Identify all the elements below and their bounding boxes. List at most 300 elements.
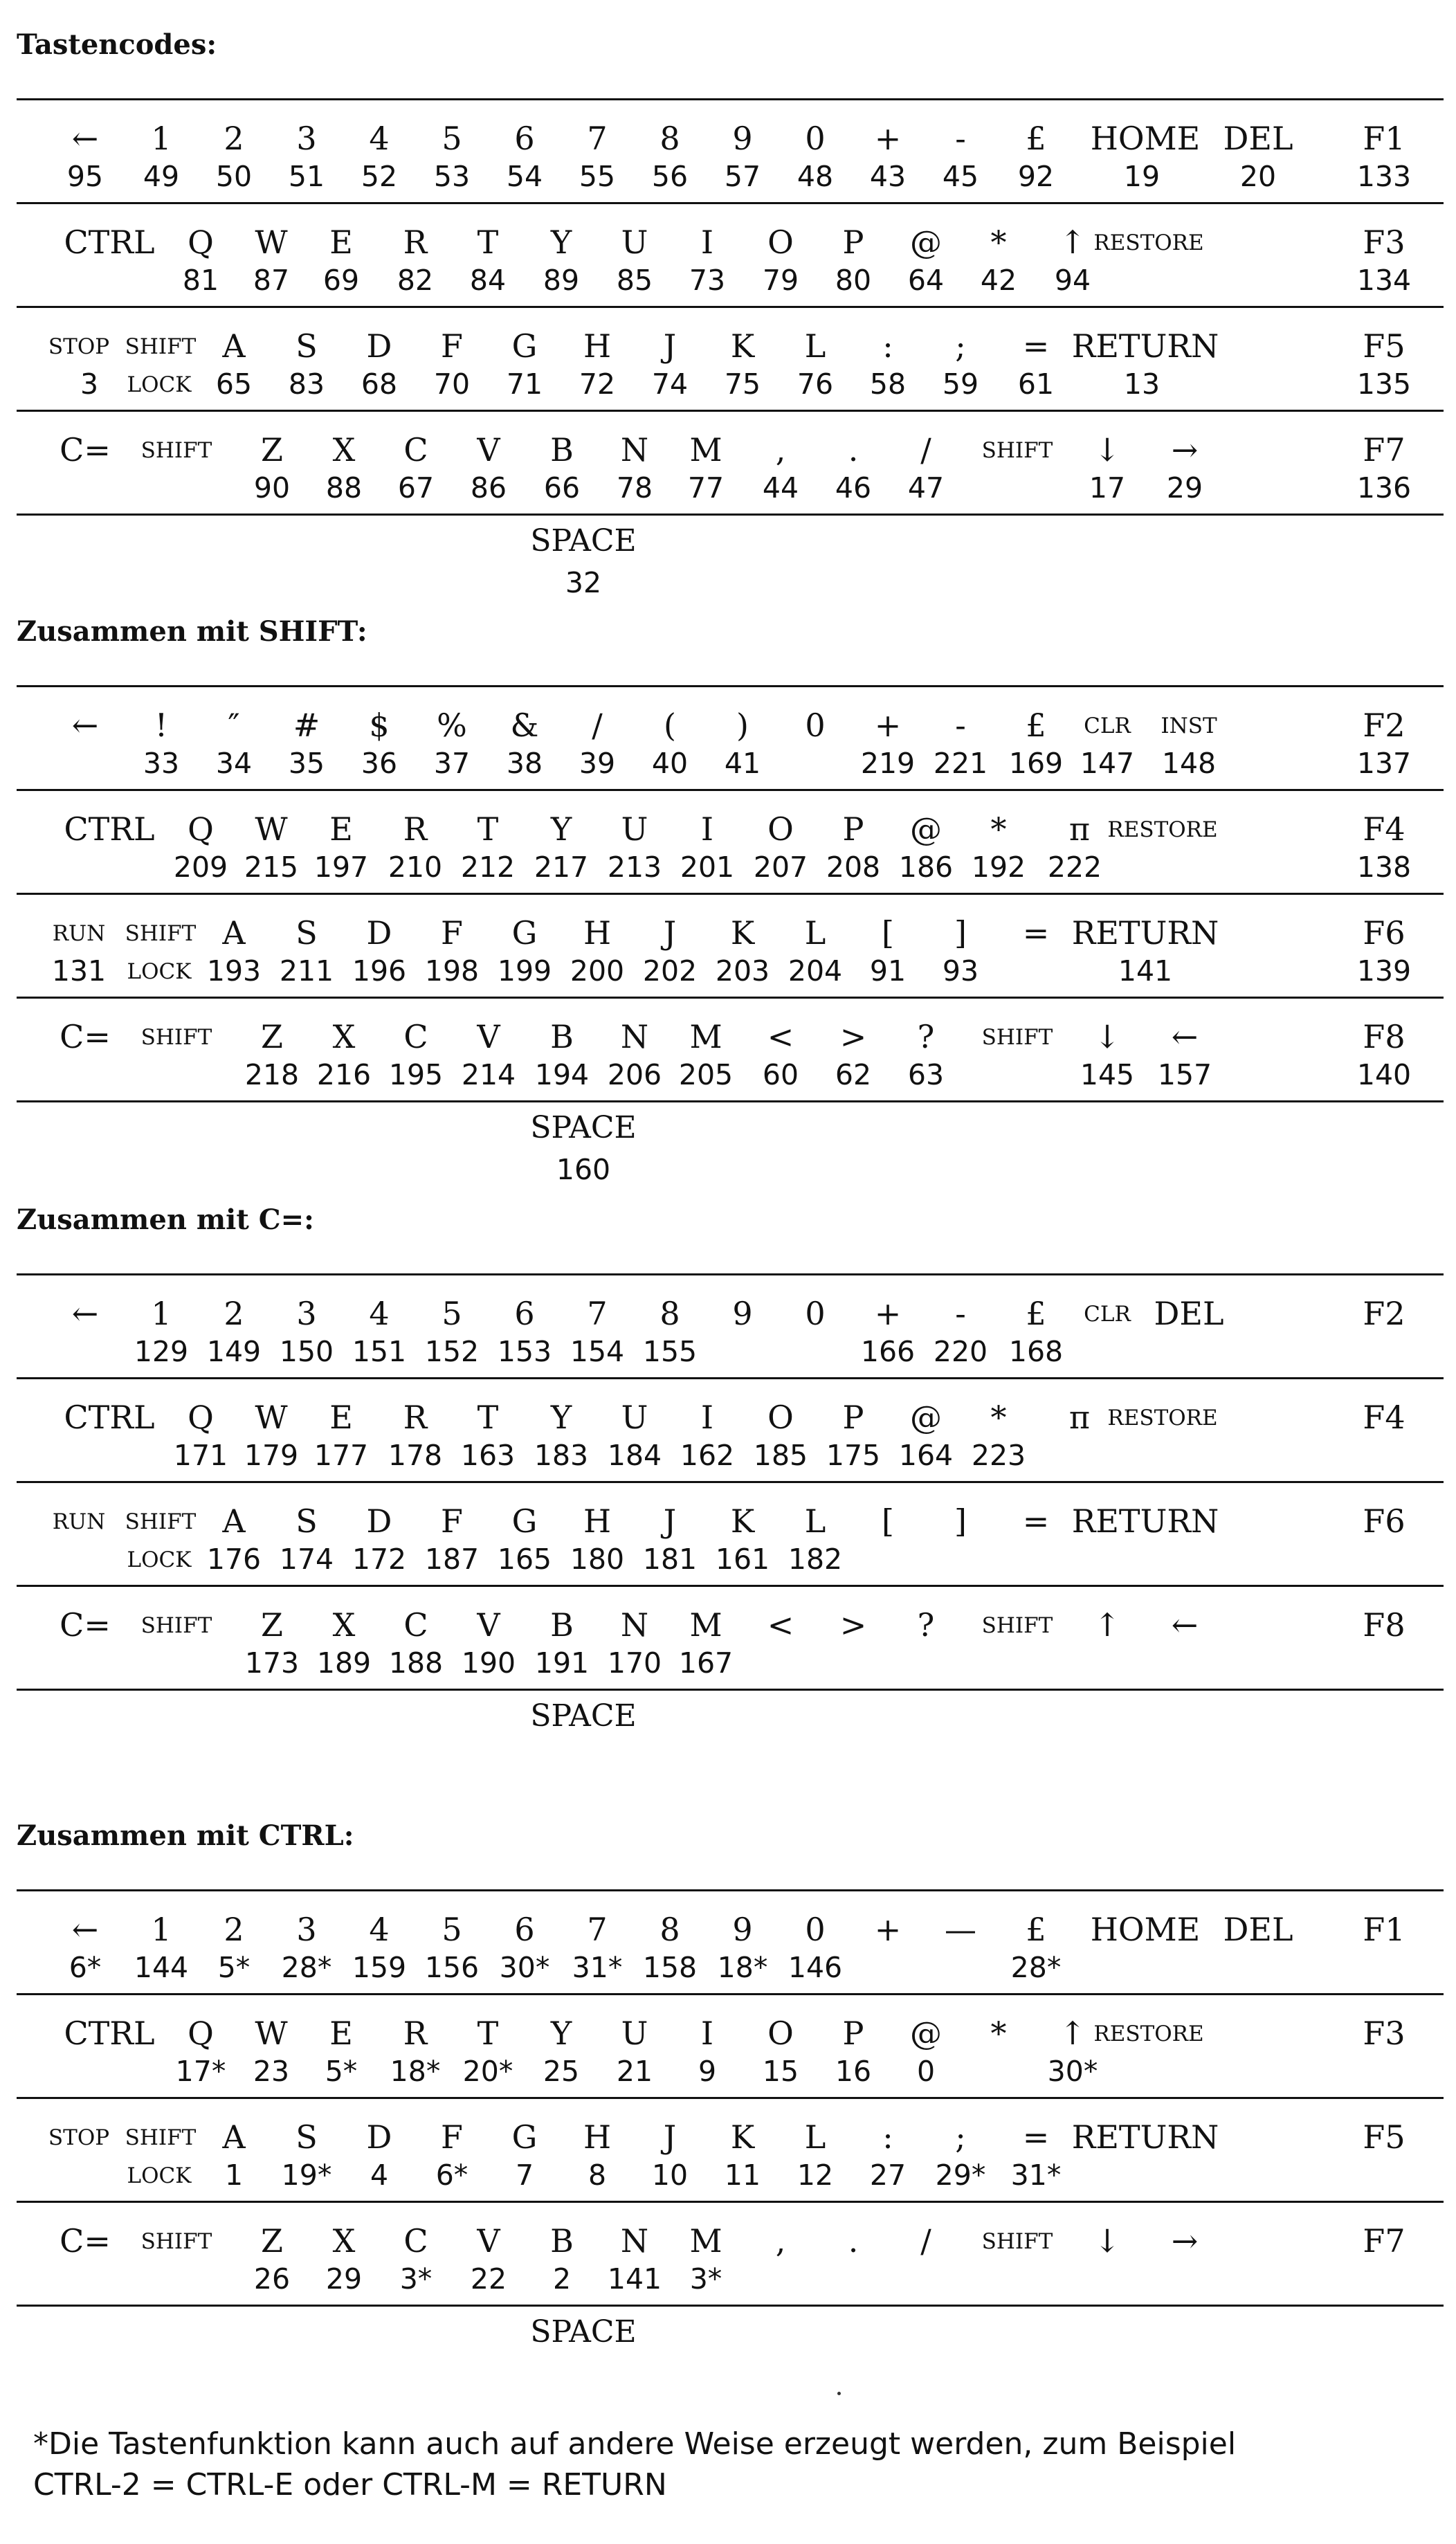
- key-label-5: 5: [442, 120, 462, 157]
- key-label-equals: =: [1022, 914, 1050, 952]
- key-label-i: I: [700, 2015, 714, 2052]
- key-code: 157: [1157, 1058, 1212, 1091]
- key-label-z: Z: [261, 431, 283, 469]
- key-label-lbracket: [: [882, 914, 894, 952]
- key-label-f2: F2: [1363, 1295, 1405, 1332]
- key-label-m: M: [689, 1606, 722, 1644]
- key-code: 165: [497, 1543, 552, 1576]
- key-label-8: 8: [659, 120, 680, 157]
- key-label-run: RUN: [52, 921, 106, 946]
- key-label-2: 2: [224, 1911, 244, 1948]
- key-label-e: E: [329, 2015, 353, 2052]
- key-code: 192: [971, 851, 1026, 884]
- key-code: 210: [388, 851, 443, 884]
- key-label-a: A: [222, 327, 246, 365]
- key-label-v: V: [477, 1606, 500, 1644]
- key-code: 61: [1017, 367, 1055, 401]
- key-code: 200: [570, 954, 625, 988]
- key-code: 181: [642, 1543, 698, 1576]
- key-code: 10: [651, 2159, 689, 2192]
- key-label-equals: =: [1022, 2118, 1050, 2156]
- key-code: 134: [1356, 264, 1412, 297]
- key-code: 150: [279, 1335, 334, 1368]
- key-code: 217: [534, 851, 589, 884]
- key-code: 170: [607, 1646, 662, 1680]
- key-code: 31*: [1010, 2159, 1062, 2192]
- key-label-left-arrow: ←: [1171, 1606, 1199, 1644]
- key-code: 138: [1356, 851, 1412, 884]
- key-label-return: RETURN: [1071, 327, 1219, 365]
- key-code: 29: [1166, 471, 1203, 505]
- key-label-shift: SHIFT: [981, 1613, 1053, 1638]
- key-code: 62: [835, 1058, 872, 1091]
- table-rule: [17, 1100, 1444, 1102]
- key-label-0: 0: [805, 1911, 826, 1948]
- key-label-minus: -: [955, 1295, 966, 1332]
- key-code: 135: [1356, 367, 1412, 401]
- key-code: 223: [971, 1439, 1026, 1472]
- key-label-7: 7: [587, 1911, 608, 1948]
- key-code: 166: [860, 1335, 916, 1368]
- key-label-b: B: [550, 2222, 574, 2260]
- table-rule: [17, 1993, 1444, 1995]
- key-label-1: 1: [151, 120, 172, 157]
- key-code: 49: [143, 160, 180, 193]
- key-code: 18*: [390, 2055, 441, 2088]
- key-code: 15: [762, 2055, 799, 2088]
- key-label-0: 0: [805, 120, 826, 157]
- key-code: 82: [397, 264, 434, 297]
- table-rule: [17, 410, 1444, 412]
- key-label-x: X: [332, 431, 356, 469]
- key-code: 6*: [69, 1951, 102, 1984]
- key-code: 173: [244, 1646, 300, 1680]
- key-label-6: 6: [514, 120, 535, 157]
- key-label-k: K: [730, 327, 755, 365]
- key-label-i: I: [700, 1399, 714, 1436]
- key-code: 164: [898, 1439, 954, 1472]
- key-label-4: 4: [369, 1295, 390, 1332]
- key-label-w: W: [255, 1399, 288, 1436]
- key-label-plus: +: [874, 1295, 902, 1332]
- key-label-h: H: [583, 914, 612, 952]
- key-label-y: Y: [550, 224, 572, 261]
- key-label-shift: SHIFT: [125, 921, 197, 946]
- key-label-commodore: C=: [60, 2222, 111, 2260]
- key-label-home: HOME: [1090, 1911, 1201, 1948]
- key-code: 45: [942, 160, 979, 193]
- key-code: 194: [534, 1058, 590, 1091]
- key-label-6: 6: [514, 1295, 535, 1332]
- key-label-at: @: [910, 1399, 942, 1436]
- key-code: 201: [680, 851, 735, 884]
- key-label-stop: STOP: [48, 2125, 110, 2150]
- key-label-del: DEL: [1154, 1295, 1224, 1332]
- key-code: 193: [206, 954, 262, 988]
- key-label-f7: F7: [1363, 431, 1405, 469]
- key-code: 84: [469, 264, 507, 297]
- key-label-minus: -: [955, 707, 966, 744]
- key-label-semicolon: ;: [955, 327, 966, 365]
- key-label-6: 6: [514, 1911, 535, 1948]
- key-label-3: 3: [296, 1911, 317, 1948]
- key-label-u: U: [621, 224, 648, 261]
- key-code: 94: [1054, 264, 1091, 297]
- key-code: 140: [1356, 1058, 1412, 1091]
- key-label-j: J: [663, 2118, 677, 2156]
- key-code: 148: [1161, 747, 1217, 780]
- key-label-a: A: [222, 1502, 246, 1540]
- key-label-f8: F8: [1363, 1606, 1405, 1644]
- key-code: 5*: [325, 2055, 358, 2088]
- key-label-o: O: [767, 2015, 794, 2052]
- key-label-w: W: [255, 810, 288, 848]
- key-label-w: W: [255, 2015, 288, 2052]
- key-code: 158: [642, 1951, 698, 1984]
- key-label-stop: STOP: [48, 334, 110, 359]
- key-label-g: G: [511, 914, 538, 952]
- key-label-shift: SHIFT: [140, 1613, 212, 1638]
- space-key-label: SPACE: [530, 1110, 637, 1145]
- table-rule: [17, 685, 1444, 687]
- key-label-f: F: [441, 2118, 463, 2156]
- key-code: 76: [797, 367, 834, 401]
- key-label-s: S: [295, 2118, 318, 2156]
- key-label-greater-than: >: [839, 1018, 867, 1055]
- key-code: 31*: [572, 1951, 623, 1984]
- key-code: 34: [215, 747, 253, 780]
- key-code: 87: [253, 264, 290, 297]
- key-label-r: R: [403, 224, 428, 261]
- key-label-z: Z: [261, 1018, 283, 1055]
- key-code: 6*: [435, 2159, 468, 2192]
- key-code: 16: [835, 2055, 872, 2088]
- key-code: 81: [182, 264, 219, 297]
- key-label-pi: π: [1068, 810, 1091, 848]
- key-code: 211: [279, 954, 334, 988]
- key-code: 66: [543, 471, 581, 505]
- key-code: 177: [313, 1439, 369, 1472]
- key-label-clr: CLR: [1084, 1302, 1131, 1327]
- key-code: 86: [470, 471, 507, 505]
- key-label-g: G: [511, 2118, 538, 2156]
- key-label-up-arrow: ↑: [1059, 224, 1086, 261]
- key-code: 78: [616, 471, 653, 505]
- key-label-d: D: [366, 2118, 392, 2156]
- key-label-b: B: [550, 1018, 574, 1055]
- key-code: 54: [506, 160, 543, 193]
- key-label-pound: £: [1026, 707, 1046, 744]
- key-label-q: Q: [188, 1399, 214, 1436]
- key-label-asterisk: *: [990, 810, 1007, 848]
- key-label-s: S: [295, 914, 318, 952]
- key-label-c: C: [403, 1018, 428, 1055]
- key-code: 42: [980, 264, 1017, 297]
- key-label-a: A: [222, 914, 246, 952]
- table-rule: [17, 1585, 1444, 1587]
- key-label-t: T: [477, 810, 499, 848]
- key-code: 175: [826, 1439, 881, 1472]
- key-label-5: 5: [442, 1295, 462, 1332]
- key-label-e: E: [329, 810, 353, 848]
- key-label-right-arrow: →: [1171, 2222, 1199, 2260]
- key-code: 30*: [499, 1951, 550, 1984]
- key-code: 199: [497, 954, 552, 988]
- key-label-question: ?: [917, 1018, 935, 1055]
- key-code: 17: [1089, 471, 1126, 505]
- key-code: 209: [173, 851, 228, 884]
- key-code: 204: [788, 954, 843, 988]
- key-code: 13: [1123, 367, 1161, 401]
- key-label-b: B: [550, 431, 574, 469]
- key-code: 72: [579, 367, 616, 401]
- key-label-n: N: [620, 1606, 649, 1644]
- key-code: 162: [680, 1439, 735, 1472]
- key-label-restore: RESTORE: [1107, 817, 1218, 842]
- key-label-asterisk: *: [990, 2015, 1007, 2052]
- key-label-return: RETURN: [1071, 914, 1219, 952]
- key-label-ctrl: CTRL: [64, 810, 155, 848]
- key-code: 163: [460, 1439, 516, 1472]
- key-label-restore: RESTORE: [1093, 2021, 1204, 2046]
- key-label-z: Z: [261, 2222, 283, 2260]
- table-rule: [17, 789, 1444, 791]
- key-code: 212: [460, 851, 516, 884]
- key-label-3: 3: [296, 120, 317, 157]
- key-label-question: ?: [917, 1606, 935, 1644]
- key-code: 156: [424, 1951, 480, 1984]
- key-label-f7: F7: [1363, 2222, 1405, 2260]
- key-code: 3: [80, 367, 99, 401]
- key-code: 35: [288, 747, 325, 780]
- key-label-9: 9: [732, 120, 753, 157]
- key-code: 36: [361, 747, 398, 780]
- key-code: 169: [1008, 747, 1064, 780]
- key-code: 180: [570, 1543, 625, 1576]
- table-rule: [17, 2201, 1444, 2203]
- key-label-shift: SHIFT: [125, 334, 197, 359]
- key-label-j: J: [663, 914, 677, 952]
- key-code: 17*: [175, 2055, 226, 2088]
- key-code: 40: [651, 747, 689, 780]
- key-label-less-than: <: [767, 1606, 794, 1644]
- key-code: 136: [1356, 471, 1412, 505]
- key-label-lparen: (: [664, 707, 676, 744]
- key-code: 83: [288, 367, 325, 401]
- table-rule: [17, 202, 1444, 204]
- key-label-left-arrow: ←: [1171, 1018, 1199, 1055]
- key-label-i: I: [700, 810, 714, 848]
- key-code: 189: [316, 1646, 372, 1680]
- space-key-label: SPACE: [530, 2314, 637, 2350]
- lock-label: LOCK: [127, 2163, 192, 2188]
- key-code: 52: [361, 160, 398, 193]
- key-label-w: W: [255, 224, 288, 261]
- key-code: 48: [797, 160, 834, 193]
- key-label-q: Q: [188, 810, 214, 848]
- table-rule: [17, 2305, 1444, 2307]
- key-label-i: I: [700, 224, 714, 261]
- key-code: 187: [424, 1543, 480, 1576]
- key-label-q: Q: [188, 2015, 214, 2052]
- key-code: 147: [1080, 747, 1135, 780]
- key-label-c: C: [403, 1606, 428, 1644]
- key-code: 44: [762, 471, 799, 505]
- key-label-t: T: [477, 224, 499, 261]
- key-label-left-arrow: ←: [71, 1911, 99, 1948]
- key-label-b: B: [550, 1606, 574, 1644]
- key-label-u: U: [621, 1399, 648, 1436]
- key-label-ampersand: &: [510, 707, 539, 744]
- key-code: 2: [552, 2262, 572, 2296]
- key-label-f2: F2: [1363, 707, 1405, 744]
- key-label-shift: SHIFT: [140, 438, 212, 463]
- key-code: 198: [424, 954, 480, 988]
- key-label-up-arrow: ↑: [1093, 1606, 1121, 1644]
- key-code: 141: [607, 2262, 662, 2296]
- key-label-s: S: [295, 327, 318, 365]
- key-label-up-arrow: ↑: [1059, 2015, 1086, 2052]
- table-rule: [17, 1377, 1444, 1379]
- key-code: 23: [253, 2055, 290, 2088]
- key-code: 146: [788, 1951, 843, 1984]
- key-label-greater-than: >: [839, 1606, 867, 1644]
- key-code: 38: [506, 747, 543, 780]
- key-code: 92: [1017, 160, 1055, 193]
- key-code: 191: [534, 1646, 590, 1680]
- key-label-equals: =: [1022, 327, 1050, 365]
- key-code: 89: [543, 264, 580, 297]
- key-label-p: P: [842, 1399, 864, 1436]
- section-title: Tastencodes:: [17, 28, 217, 61]
- key-code: 139: [1356, 954, 1412, 988]
- key-code: 161: [715, 1543, 770, 1576]
- key-label-f6: F6: [1363, 914, 1405, 952]
- key-label-j: J: [663, 1502, 677, 1540]
- key-code: 151: [352, 1335, 407, 1368]
- key-code: 47: [907, 471, 945, 505]
- key-code: 188: [388, 1646, 444, 1680]
- key-label-down-arrow: ↓: [1093, 1018, 1121, 1055]
- key-code: 206: [607, 1058, 662, 1091]
- key-label-lbracket: [: [882, 1502, 894, 1540]
- key-code: 176: [206, 1543, 262, 1576]
- key-label-f8: F8: [1363, 1018, 1405, 1055]
- key-code: 214: [461, 1058, 516, 1091]
- key-label-l: L: [804, 914, 826, 952]
- key-label-left-arrow: ←: [71, 120, 99, 157]
- key-label-4: 4: [369, 120, 390, 157]
- key-label-f3: F3: [1363, 224, 1405, 261]
- key-label-0: 0: [805, 707, 826, 744]
- key-label-l: L: [804, 327, 826, 365]
- key-label-comma: ,: [775, 2222, 786, 2260]
- key-code: 186: [898, 851, 954, 884]
- space-key-code: 160: [556, 1153, 611, 1186]
- key-code: 28*: [1010, 1951, 1062, 1984]
- section-title: Zusammen mit SHIFT:: [17, 615, 367, 648]
- key-label-7: 7: [587, 1295, 608, 1332]
- key-label-shift: SHIFT: [125, 2125, 197, 2150]
- key-label-plus: +: [874, 1911, 902, 1948]
- key-code: 43: [869, 160, 907, 193]
- table-rule: [17, 893, 1444, 895]
- key-label-p: P: [842, 2015, 864, 2052]
- key-code: 18*: [717, 1951, 768, 1984]
- key-code: 59: [942, 367, 979, 401]
- table-rule: [17, 514, 1444, 516]
- table-rule: [17, 1481, 1444, 1483]
- key-label-o: O: [767, 224, 794, 261]
- key-label-m: M: [689, 1018, 722, 1055]
- key-label-g: G: [511, 327, 538, 365]
- key-label-8: 8: [659, 1295, 680, 1332]
- space-key-label: SPACE: [530, 1698, 637, 1734]
- key-label-dollar: $: [369, 707, 390, 744]
- key-label-f5: F5: [1363, 327, 1405, 365]
- key-label-pound: £: [1026, 1911, 1046, 1948]
- key-label-clr: CLR: [1084, 714, 1131, 738]
- key-label-p: P: [842, 224, 864, 261]
- key-code: 145: [1080, 1058, 1135, 1091]
- key-label-comma: ,: [775, 431, 786, 469]
- key-label-ctrl: CTRL: [64, 2015, 155, 2052]
- key-code: 85: [616, 264, 653, 297]
- key-label-2: 2: [224, 120, 244, 157]
- key-label-return: RETURN: [1071, 2118, 1219, 2156]
- key-code: 19*: [281, 2159, 332, 2192]
- key-label-r: R: [403, 810, 428, 848]
- key-label-1: 1: [151, 1295, 172, 1332]
- key-label-f4: F4: [1363, 810, 1405, 848]
- key-label-n: N: [620, 431, 649, 469]
- key-code: 93: [942, 954, 979, 988]
- key-label-f6: F6: [1363, 1502, 1405, 1540]
- key-label-y: Y: [550, 1399, 572, 1436]
- key-label-home: HOME: [1090, 120, 1201, 157]
- key-code: 50: [215, 160, 253, 193]
- key-label-d: D: [366, 327, 392, 365]
- lock-label: LOCK: [127, 1547, 192, 1572]
- key-label-r: R: [403, 2015, 428, 2052]
- table-rule: [17, 306, 1444, 308]
- key-code: 60: [762, 1058, 799, 1091]
- key-label-asterisk: *: [990, 1399, 1007, 1436]
- key-label-k: K: [730, 1502, 755, 1540]
- key-label-asterisk: *: [990, 224, 1007, 261]
- key-code: 154: [570, 1335, 625, 1368]
- key-code: 37: [433, 747, 471, 780]
- key-code: 64: [907, 264, 945, 297]
- key-label-shift: SHIFT: [981, 2229, 1053, 2254]
- key-label-9: 9: [732, 1295, 753, 1332]
- key-label-h: H: [583, 2118, 612, 2156]
- key-code: 185: [753, 1439, 808, 1472]
- key-code: 90: [253, 471, 291, 505]
- key-label-rbracket: ]: [954, 1502, 967, 1540]
- key-label-z: Z: [261, 1606, 283, 1644]
- key-label-g: G: [511, 1502, 538, 1540]
- key-label-l: L: [804, 1502, 826, 1540]
- key-label-m: M: [689, 431, 722, 469]
- key-code: 144: [134, 1951, 189, 1984]
- key-code: 174: [279, 1543, 334, 1576]
- key-code: 27: [869, 2159, 907, 2192]
- key-label-7: 7: [587, 120, 608, 157]
- key-label-plus: +: [874, 707, 902, 744]
- section-title: Zusammen mit C=:: [17, 1203, 314, 1236]
- key-label-f5: F5: [1363, 2118, 1405, 2156]
